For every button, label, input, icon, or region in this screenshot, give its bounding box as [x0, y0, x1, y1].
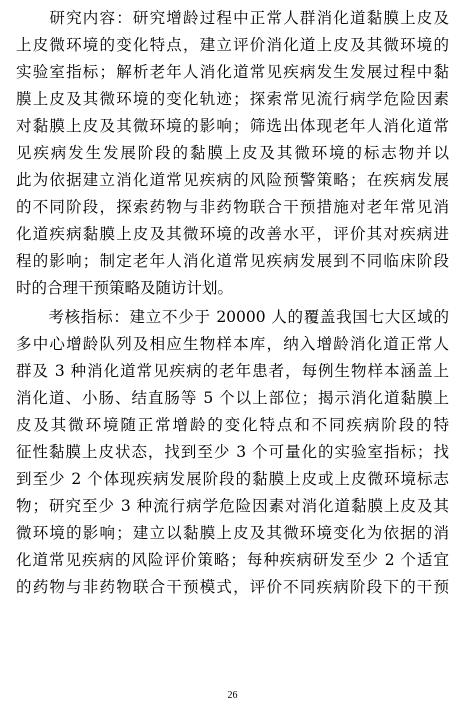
paragraph-2-line-2: 多中心增龄队列及相应生物样本库，纳入增龄消化道正常人 — [16, 335, 449, 353]
paragraph-2-line-6: 征性黏膜上皮状态，找到至少 3 个可量化的实验室指标；找 — [16, 443, 449, 461]
paragraph-2-line-9: 微环境的影响；建立以黏膜上皮及其微环境变化为依据的消 — [16, 524, 449, 542]
paragraph-1-line-11: 时的合理干预策略及随访计划。 — [16, 279, 234, 297]
paragraph-1-line-7: 此为依据建立消化道常见疾病的风险预警策略；在疾病发展 — [16, 171, 449, 189]
paragraph-1-line-6: 见疾病发生发展阶段的黏膜上皮及其微环境的标志物并以 — [16, 144, 449, 162]
paragraph-2-line-11: 的药物与非药物联合干预模式，评价不同疾病阶段下的干预 — [16, 578, 449, 596]
paragraph-1-line-3: 实验室指标；解析老年人消化道常见疾病发生发展过程中黏 — [16, 63, 449, 81]
paragraph-2-line-7: 到至少 2 个体现疾病发展阶段的黏膜上皮或上皮微环境标志 — [16, 470, 449, 488]
paragraph-1-line-10: 程的影响；制定老年人消化道常见疾病发展到不同临床阶段 — [16, 252, 449, 270]
paragraph-2-line-4: 消化道、小肠、结直肠等 5 个以上部位；揭示消化道黏膜上 — [16, 389, 449, 407]
paragraph-2-line-10: 化道常见疾病的风险评价策略；每种疾病研发至少 2 个适宜 — [16, 551, 449, 569]
paragraph-1-line-8: 的不同阶段，探索药物与非药物联合干预措施对老年常见消 — [16, 198, 449, 216]
paragraph-1-line-4: 膜上皮及其微环境的变化轨迹；探索常见流行病学危险因素 — [16, 90, 449, 108]
paragraph-2-line-5: 皮及其微环境随正常增龄的变化特点和不同疾病阶段的特 — [16, 416, 449, 434]
paragraph-2-line-8: 物；研究至少 3 种流行病学危险因素对消化道黏膜上皮及其 — [16, 497, 449, 515]
page-number: 26 — [227, 690, 238, 701]
paragraph-1-line-2: 上皮微环境的变化特点，建立评价消化道上皮及其微环境的 — [16, 36, 449, 54]
paragraph-1-line-1: 研究内容：研究增龄过程中正常人群消化道黏膜上皮及 — [16, 9, 449, 27]
paragraph-2-line-1: 考核指标：建立不少于 20000 人的覆盖我国七大区域的 — [16, 308, 449, 326]
paragraph-1-line-9: 化道疾病黏膜上皮及其微环境的改善水平，评价其对疾病进 — [16, 225, 449, 243]
paragraph-2-line-3: 群及 3 种消化道常见疾病的老年患者，每例生物样本涵盖上 — [16, 362, 449, 380]
paragraph-1-line-5: 对黏膜上皮及其微环境的影响；筛选出体现老年人消化道常 — [16, 117, 449, 135]
